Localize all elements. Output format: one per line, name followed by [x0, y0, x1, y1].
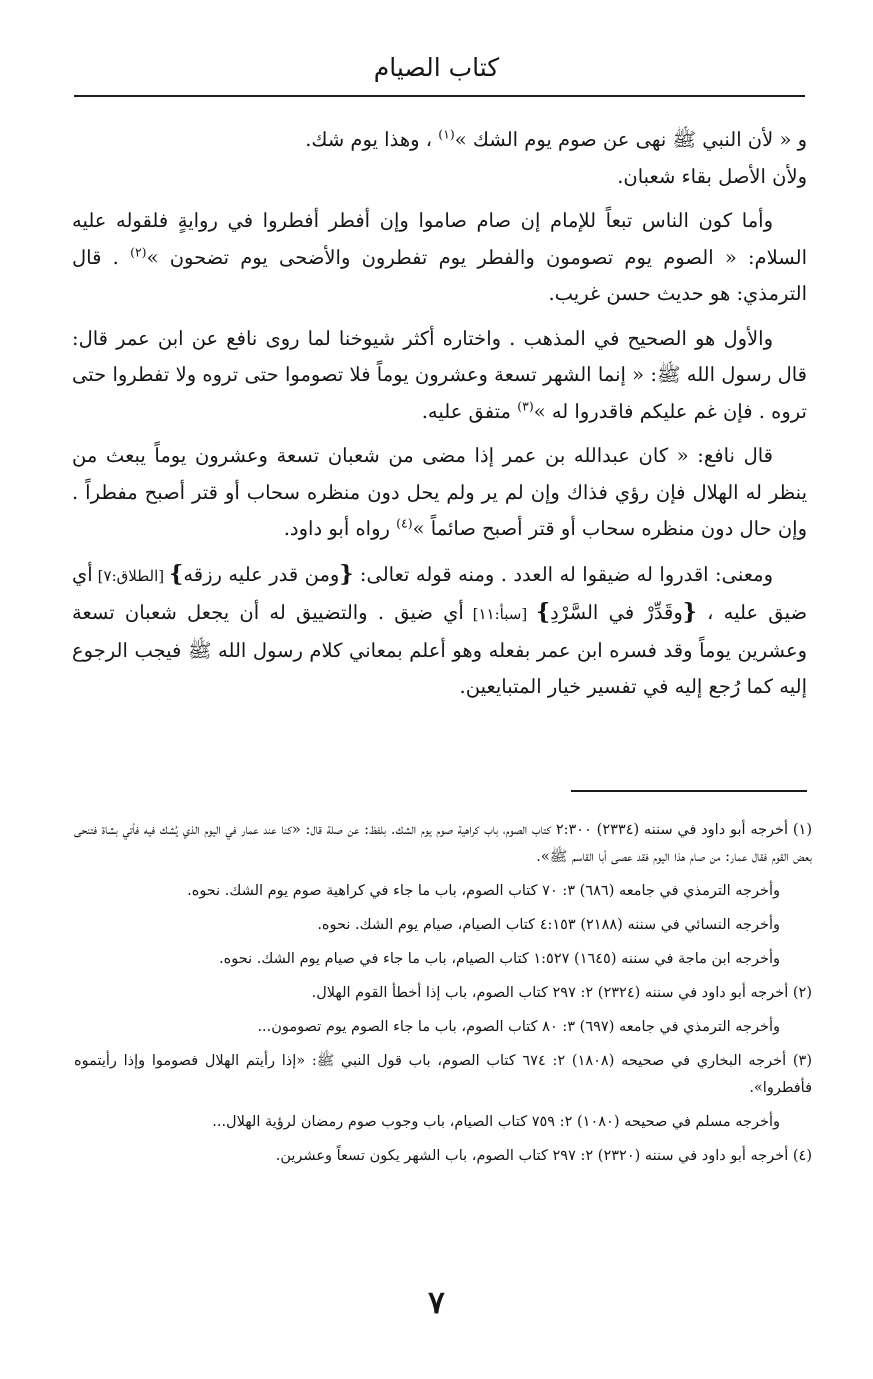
quran-close-bracket: } — [169, 560, 184, 587]
footnote-text: أخرجه أبو داود في سننه (٢٣٢٠) ٢: ٢٩٧ كتاب الصوم، باب الشهر يكون تسعاً وعشرين. — [275, 1148, 789, 1164]
footnote-number: (١) — [792, 822, 812, 838]
quran-open-bracket: { — [339, 560, 354, 587]
footnote-2 — [74, 980, 812, 1007]
footnote-number: (٣) — [792, 1053, 812, 1069]
verse-reference-1: [الطلاق:٧] — [92, 566, 170, 585]
paragraph-5-text: قال نافع: « كان عبدالله بن عمر إذا مضى من شعبان تسعة وعشرون يوماً يبعث من ينظر له الهلال فإن رؤي فذاك وإن لم ير ولم يحل دون منظره سحاب أو قتر أصبح مفطراً . وإن حال دون منظره سحاب أو قتر أصبح صائماً » — [72, 444, 807, 540]
quran-open-bracket-2: { — [682, 599, 697, 625]
paragraph-5 — [72, 438, 807, 548]
paragraph-3 — [72, 203, 807, 313]
footnote-text: وأخرجه النسائي في سننه (٢١٨٨) ٤:١٥٣ كتاب الصيام، صيام يوم الشك. نحوه. — [317, 917, 780, 933]
footnote-1-more — [74, 912, 812, 939]
header-rule — [74, 95, 805, 97]
quran-verse-1: ومن قدر عليه رزقه — [183, 562, 340, 586]
footnote-3 — [74, 1048, 812, 1102]
running-header: كتاب الصيام — [373, 53, 500, 82]
footnote-text: أخرجه أبو داود في سننه (٢٣٢٤) ٢: ٢٩٧ كتاب الصوم، باب إذا أخطأ القوم الهلال. — [311, 985, 789, 1001]
footnote-text: وأخرجه الترمذي في جامعه (٦٨٦) ٣: ٧٠ كتاب الصوم، باب ما جاء في كراهية صوم يوم الشك. نحوه. — [187, 883, 780, 899]
paragraph-3-tail: . قال الترمذي: هو حديث حسن غريب. — [72, 245, 807, 305]
footnote-text: أخرجه البخاري في صحيحه (١٨٠٨) ٢: ٦٧٤ كتاب الصوم، باب قول النبي ﷺ: «إذا رأيتم الهلال فصوموا وإذا رأيتموه فأفطروا». — [74, 1053, 812, 1096]
paragraph-6-mid: أي ضيق عليه ، — [72, 562, 808, 624]
paragraph-4-tail: متفق عليه. — [421, 399, 518, 423]
page-number: ٧ — [428, 1285, 445, 1321]
verse-reference-2: [سبأ:١١] — [463, 605, 536, 623]
paragraph-2-text: ولأن الأصل بقاء شعبان. — [617, 164, 807, 188]
footnote-1-more — [74, 946, 812, 973]
paragraph-5-tail: رواه أبو داود. — [283, 517, 397, 540]
footnote-1-more — [74, 878, 812, 905]
footnote-3-more — [74, 1109, 812, 1136]
quran-close-bracket-2: } — [536, 599, 551, 625]
paragraph-6-lead: ومعنى: اقدروا له ضيقوا له العدد . ومنه قوله تعالى: — [353, 562, 773, 586]
footnote-text: وأخرجه الترمذي في جامعه (٦٩٧) ٣: ٨٠ كتاب الصوم، باب ما جاء الصوم يوم تصومون... — [257, 1019, 780, 1035]
paragraph-1 — [72, 122, 807, 159]
footnotes — [74, 817, 812, 1177]
paragraph-2 — [72, 159, 807, 196]
footnote-ref-4: (٤) — [396, 515, 413, 531]
footnote-4 — [74, 1143, 812, 1170]
paragraph-3-text: وأما كون الناس تبعاً للإمام إن صام صاموا وإن أفطر أفطروا في روايةٍ فلقوله عليه السلام: « الصوم يوم تصومون والفطر يوم تفطرون والأضحى يوم تضحون » — [72, 209, 808, 269]
paragraph-6-tail: أي ضيق . والتضييق له أن يجعل شعبان تسعة وعشرين يوماً وقد فسره ابن عمر بفعله وهو أعلم بمعاني كلام رسول الله ﷺ فيجب الرجوع إليه كما رُجع إليه في تفسير خيار المتبايعين. — [72, 601, 807, 698]
footnote-1 — [74, 817, 812, 871]
paragraph-1-text: و « لأن النبي ﷺ نهى عن صوم يوم الشك » — [454, 128, 807, 151]
footnote-2-more — [74, 1014, 812, 1041]
paragraph-6 — [72, 556, 807, 706]
paragraph-1-tail: ، وهذا يوم شك. — [305, 128, 439, 151]
footnote-ref-3: (٣) — [517, 398, 534, 413]
footnote-ref-2: (٢) — [130, 244, 147, 259]
paragraph-4 — [72, 321, 807, 431]
footnote-ref-1: (١) — [438, 126, 455, 142]
footnote-text: وأخرجه ابن ماجة في سننه (١٦٤٥) ١:٥٢٧ كتاب الصيام، باب ما جاء في صيام يوم الشك. نحوه. — [219, 951, 780, 967]
quran-verse-2: وقَدِّرْ في السَّرْدِ — [550, 601, 683, 624]
footnote-number: (٢) — [792, 985, 812, 1001]
footnote-text: أخرجه أبو داود في سننه (٢٣٣٤) ٢:٣٠٠ كتاب الصوم، باب كراهية صوم يوم الشك. بلفظ: عن صلة قال: «كنا عند عمار في اليوم الذي يُشك فيه فأتي بشاة فتنحى بعض القوم فقال عمار: من صام هذا اليوم فقد عصى أبا القاسم ﷺ». — [74, 822, 812, 865]
footnote-separator — [571, 790, 807, 792]
main-text — [72, 122, 807, 714]
footnote-text: وأخرجه مسلم في صحيحه (١٠٨٠) ٢: ٧٥٩ كتاب الصيام، باب وجوب صوم رمضان لرؤية الهلال... — [212, 1114, 780, 1130]
paragraph-4-text: والأول هو الصحيح في المذهب . واختاره أكثر شيوخنا لما روى نافع عن ابن عمر قال: قال رسول الله ﷺ: « إنما الشهر تسعة وعشرون يوماً فلا تصوموا حتى تروه ولا تفطروا حتى تروه . فإن غم عليكم فاقدروا له » — [72, 326, 807, 423]
footnote-number: (٤) — [792, 1148, 812, 1164]
